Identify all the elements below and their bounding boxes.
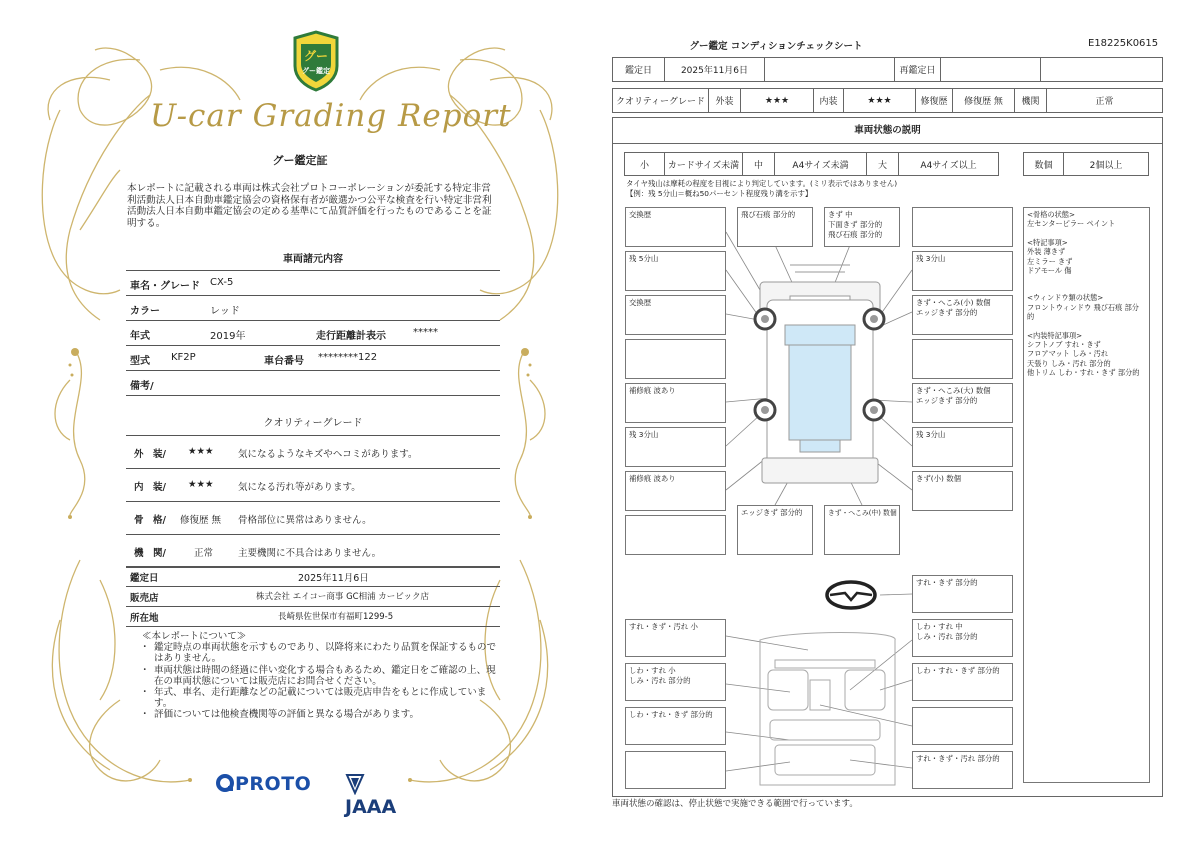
spec-label: 車名・グレード [130, 281, 200, 292]
repair-value: 修復歴 無 [953, 89, 1015, 112]
date-value: 2025年11月6日 [665, 58, 765, 81]
engine-label: 機関 [1015, 89, 1047, 112]
window-state-title: <ウィンドウ類の状態> [1027, 293, 1104, 303]
driver-seat-line: しわ・すれ 中 [916, 622, 963, 631]
interior-notes-title: <内装特記事項> [1027, 330, 1083, 340]
spec-label: 走行距離計表示 [316, 331, 386, 342]
spec-label: 型式 [130, 356, 150, 367]
left-rear-tire-box: 残 3分山 [625, 427, 726, 467]
sheet-title: グー鑑定 コンディションチェックシート [689, 41, 863, 52]
detail-value: 長崎県佐世保市有福町1299-5 [278, 612, 394, 622]
spec-value: ********122 [318, 352, 378, 363]
date-label: 鑑定日 [613, 58, 665, 81]
note-item: ・ 評価については他検査機関等の評価と異なる場合があります。 [142, 709, 496, 720]
spec-value: レッド [210, 306, 240, 317]
door-trim-box: しわ・すれ・きず 部分的 [912, 663, 1013, 701]
spec-label: 備考/ [130, 381, 154, 392]
regrade-label: 再鑑定日 [895, 58, 941, 81]
driver-seat-box [912, 619, 1013, 657]
left-trim-box: しわ・すれ・きず 部分的 [625, 707, 726, 745]
rear-seat-left-box [625, 751, 726, 789]
right-fender-box [912, 295, 1013, 335]
quality-comment: 主要機関に不具合はありません。 [238, 548, 382, 559]
quality-label: クオリティーグレード [613, 89, 709, 112]
left-fender-box: 交換歴 [625, 295, 726, 335]
quality-label: 骨 格/ [134, 515, 166, 526]
report-title: U-car Grading Report [150, 98, 512, 134]
interior-value: ★★★ [844, 89, 916, 112]
hood-line: きず 中 [828, 210, 853, 219]
steering-wheel-icon [827, 582, 875, 608]
back-door-box: きず・へこみ(中) 数個 [824, 505, 900, 555]
repair-label: 修復歴 [916, 89, 953, 112]
detail-label: 所在地 [130, 613, 159, 624]
quality-comment: 骨格部位に異常はありません。 [238, 515, 372, 526]
notes-title: ≪本レポートについて≫ [142, 631, 247, 642]
jaaa-logo-text: JAAA [345, 796, 397, 818]
proto-logo-text: PROTO [235, 773, 312, 795]
size-small: 小 [625, 153, 665, 175]
console-box [912, 707, 1013, 745]
steering-box: すれ・きず 部分的 [912, 575, 1013, 613]
right-fender-line: エッジきず 部分的 [916, 308, 978, 317]
right-door-box [912, 339, 1013, 379]
detail-value: 2025年11月6日 [298, 573, 369, 584]
spec-label: 車台番号 [264, 356, 304, 367]
exterior-value: ★★★ [741, 89, 814, 112]
frame-state-title: <骨格の状態> [1027, 210, 1075, 219]
interior-notes-item: フロアマット しみ・汚れ [1027, 349, 1109, 359]
sheet-footer: 車両状態の確認は、停止状態で実施できる範囲で行っています。 [612, 799, 858, 809]
quality-value: ★★★ [188, 446, 214, 457]
note-item: ・ 鑑定時点の車両状態を示すものであり、以降将来にわたり品質を保証するものではありません。 [142, 642, 496, 664]
rear-seat-right-box: すれ・きず・汚れ 部分的 [912, 751, 1013, 789]
passenger-seat-line: しわ・すれ 小 [629, 666, 676, 675]
interior-notes-item: 天張り しみ・汚れ 部分的 [1027, 358, 1111, 368]
condition-heading: 車両状態の説明 [613, 118, 1162, 144]
right-rear-tire-box: 残 3分山 [912, 427, 1013, 467]
spec-label: 年式 [130, 331, 150, 342]
certificate-subtitle: グー鑑定証 [272, 154, 328, 167]
exterior-label: 外装 [709, 89, 741, 112]
quality-label: 機 関/ [134, 548, 166, 559]
count-label: 数個 [1024, 153, 1064, 175]
size-mid: 中 [743, 153, 775, 175]
quality-comment: 気になる汚れ等があります。 [238, 482, 361, 493]
quality-label: 外 装/ [134, 449, 166, 460]
special-notes-item: ドアモール 傷 [1027, 266, 1072, 276]
tire-note-line: タイヤ残山は摩耗の程度を目視により判定しています。(ミリ表示ではありません) [626, 179, 898, 188]
rear-bumper-box: エッジきず 部分的 [737, 505, 813, 555]
left-rear-box [625, 515, 726, 555]
right-fender-line: きず・へこみ(小) 数個 [916, 298, 991, 307]
certificate-statement: 本レポートに記載される車両は株式会社プロトコーポレーションが委託する特定非営利活動法人日本自動車鑑定協会の資格保有者が厳選かつ公平な検査を行い特定非営利活動法人日本自動車鑑定協会の定める基準にて品質評価を行ったものであることを証明する。 [127, 183, 492, 229]
engine-value: 正常 [1095, 97, 1114, 107]
size-mid-desc: A4サイズ未満 [775, 153, 867, 175]
note-item: ・ 車両状態は時間の経過に伴い変化する場合もあるため、鑑定日をご確認の上、現在の車両状態については販売店にお問合せください。 [142, 665, 496, 687]
spec-value: ***** [413, 327, 438, 338]
left-rear-door-box: 補修痕 波あり [625, 383, 726, 423]
interior-label: 内装 [814, 89, 844, 112]
spec-value: CX-5 [210, 277, 234, 288]
right-front-tire-box: 残 3分山 [912, 251, 1013, 291]
size-large-desc: A4サイズ以上 [920, 160, 977, 171]
hood-line: 飛び石痕 部分的 [828, 230, 883, 239]
tire-note-example: 【例：残 5分山＝概ね50パーセント程度残り溝を示す】 [626, 189, 813, 198]
right-quarter-box: きず(小) 数個 [912, 471, 1013, 511]
quality-value: ★★★ [188, 479, 214, 490]
detail-label: 鑑定日 [130, 573, 159, 584]
hood-line: 下面きず 部分的 [828, 220, 883, 229]
frame-state-item: 左センターピラー ペイント [1027, 219, 1116, 229]
left-door-box [625, 339, 726, 379]
left-front-tire-box: 残 5分山 [625, 251, 726, 291]
spec-value: KF2P [171, 352, 196, 363]
quality-value: 修復歴 無 [180, 515, 222, 526]
remarks-panel [1023, 207, 1150, 783]
spec-heading: 車両諸元内容 [283, 254, 343, 265]
detail-value: 株式会社 エイコー商事 GC相浦 カービック店 [256, 592, 429, 602]
note-item: ・ 年式、車名、走行距離などの記載については販売店申告をもとに作成しています。 [142, 687, 496, 709]
interior-notes-item: シフトノブ すれ・きず [1027, 340, 1101, 350]
special-notes-item: 左ミラー きず [1027, 256, 1073, 266]
driver-seat-line: しみ・汚れ 部分的 [916, 632, 978, 641]
sheet-id: E18225K0615 [1088, 38, 1159, 49]
svg-text:グー: グー [303, 49, 329, 63]
quality-heading: クオリティーグレード [263, 418, 363, 429]
special-notes-title: <特記事項> [1027, 237, 1068, 247]
count-value: 2個以上 [1089, 160, 1123, 171]
special-notes-item: 外装 薄きず [1027, 247, 1066, 257]
spec-value: 2019年 [210, 331, 246, 342]
passenger-seat-box [625, 663, 726, 701]
dashboard-box: すれ・きず・汚れ 小 [625, 619, 726, 657]
size-small-desc: カードサイズ未満 [665, 153, 743, 175]
right-rear-door-box [912, 383, 1013, 423]
window-state-item: フロントウィンドウ 飛び石痕 部分的 [1027, 302, 1139, 322]
spec-label: カラー [130, 306, 160, 317]
bumper-box: 飛び石痕 部分的 [737, 207, 813, 247]
right-front-exchange-box [912, 207, 1013, 247]
detail-label: 販売店 [130, 593, 159, 604]
svg-text:グー鑑定: グー鑑定 [302, 67, 330, 75]
right-rear-door-line: きず・へこみ(大) 数個 [916, 386, 991, 395]
left-quarter-box: 補修痕 波あり [625, 471, 726, 511]
right-rear-door-line: エッジきず 部分的 [916, 396, 978, 405]
quality-label: 内 装/ [134, 482, 166, 493]
hood-box [824, 207, 900, 247]
size-large: 大 [867, 153, 899, 175]
interior-notes-item: 他トリム しわ・すれ・きず 部分的 [1027, 368, 1140, 378]
passenger-seat-line: しみ・汚れ 部分的 [629, 676, 691, 685]
left-front-exchange-box: 交換歴 [625, 207, 726, 247]
quality-comment: 気になるようなキズやヘコミがあります。 [238, 449, 418, 460]
quality-value: 正常 [194, 548, 214, 559]
